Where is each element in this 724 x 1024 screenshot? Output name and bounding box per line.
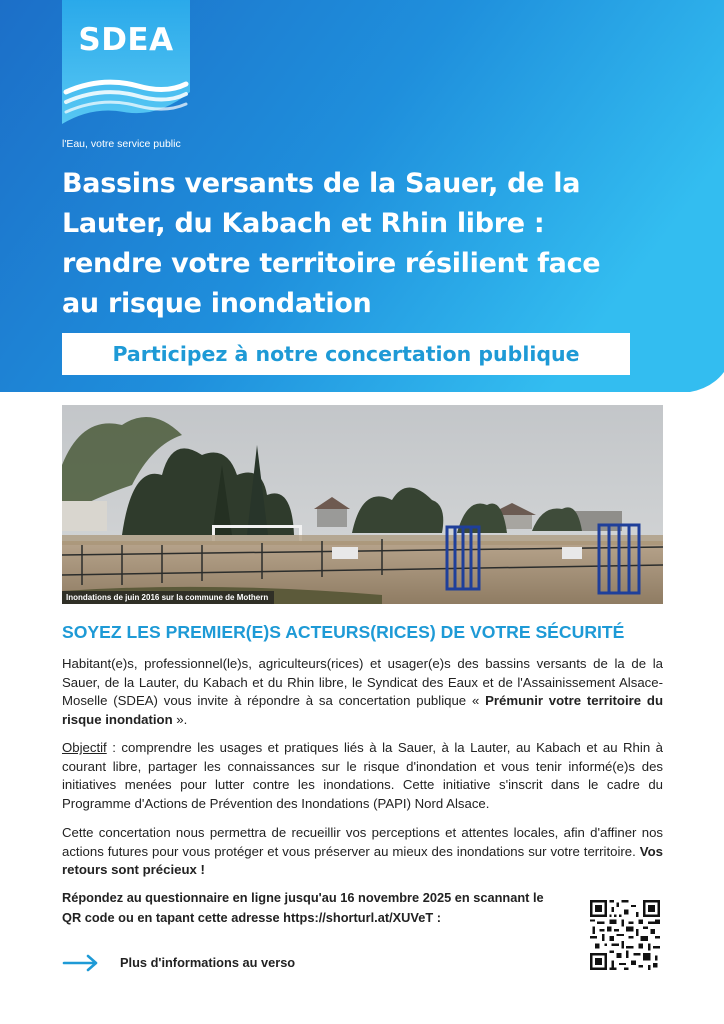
respond-instruction: Répondez au questionnaire en ligne jusqu'au 16 novembre 2025 en scannant le QR code ou en tapant cette adresse https://shorturl.at/XUVeT : bbox=[62, 890, 544, 925]
title-line: Bassins versants de la Sauer, de la bbox=[62, 168, 581, 199]
concertation-paragraph bbox=[62, 824, 663, 880]
intro-paragraph bbox=[62, 655, 663, 729]
intro-text: Habitant(e)s, professionnel(le)s, agriculteurs(rices) et usager(e)s des bassins versants de la de la Sauer, de la Lauter, du Kabach et du Rhin libre, le Syndicat des Eaux et de l'Assainissement Alsace-Moselle (SDEA) vous invite à répondre à sa concertation publique « bbox=[62, 656, 663, 708]
photo-caption: Inondations de juin 2016 sur la commune de Mothern bbox=[62, 591, 274, 604]
tagline: l'Eau, votre service public bbox=[62, 138, 181, 150]
flood-photo-image bbox=[62, 405, 663, 604]
logo-wordmark: SDEA bbox=[78, 22, 174, 58]
concertation-text: Cette concertation nous permettra de recueillir vos perceptions et attentes locales, afin d'affiner nos actions futures pour vous protéger et vous préserver au mieux des inondations sur votre territoire. bbox=[62, 825, 663, 859]
title-line: rendre votre territoire résilient face bbox=[62, 248, 601, 279]
qr-code-icon[interactable] bbox=[590, 900, 660, 970]
more-info-label: Plus d'informations au verso bbox=[120, 955, 296, 970]
cta-banner-text: Participez à notre concertation publique bbox=[112, 342, 580, 366]
page-title bbox=[62, 164, 672, 324]
more-info-link[interactable] bbox=[62, 951, 362, 975]
flood-photo bbox=[62, 405, 663, 604]
arrow-right-icon bbox=[62, 953, 100, 973]
objective-paragraph bbox=[62, 739, 663, 813]
section-heading: SOYEZ LES PREMIER(E)S ACTEURS(RICES) DE VOTRE SÉCURITÉ bbox=[62, 622, 625, 642]
title-line: Lauter, du Kabach et Rhin libre : bbox=[62, 208, 545, 239]
hero-header bbox=[0, 0, 724, 392]
intro-bold: Prémunir votre territoire du risque inondation bbox=[62, 693, 663, 727]
sdea-logo bbox=[62, 0, 190, 126]
cta-banner bbox=[62, 333, 630, 375]
objective-label: Objectif bbox=[62, 740, 107, 755]
objective-text: : comprendre les usages et pratiques liés à la Sauer, à la Lauter, au Kabach et au Rhin à courant libre, partager les connaissances sur le risque d'inondation et vous tenir informé(e)s des initiatives menées pour lutter contre les inondations. Cette initiative s'inscrit dans le cadre du Programme d'Actions de Prévention des Inondations (PAPI) Nord Alsace. bbox=[62, 740, 663, 811]
intro-end: ». bbox=[172, 711, 188, 727]
concertation-bold: Vos retours sont précieux ! bbox=[62, 843, 663, 877]
title-line: au risque inondation bbox=[62, 288, 372, 319]
